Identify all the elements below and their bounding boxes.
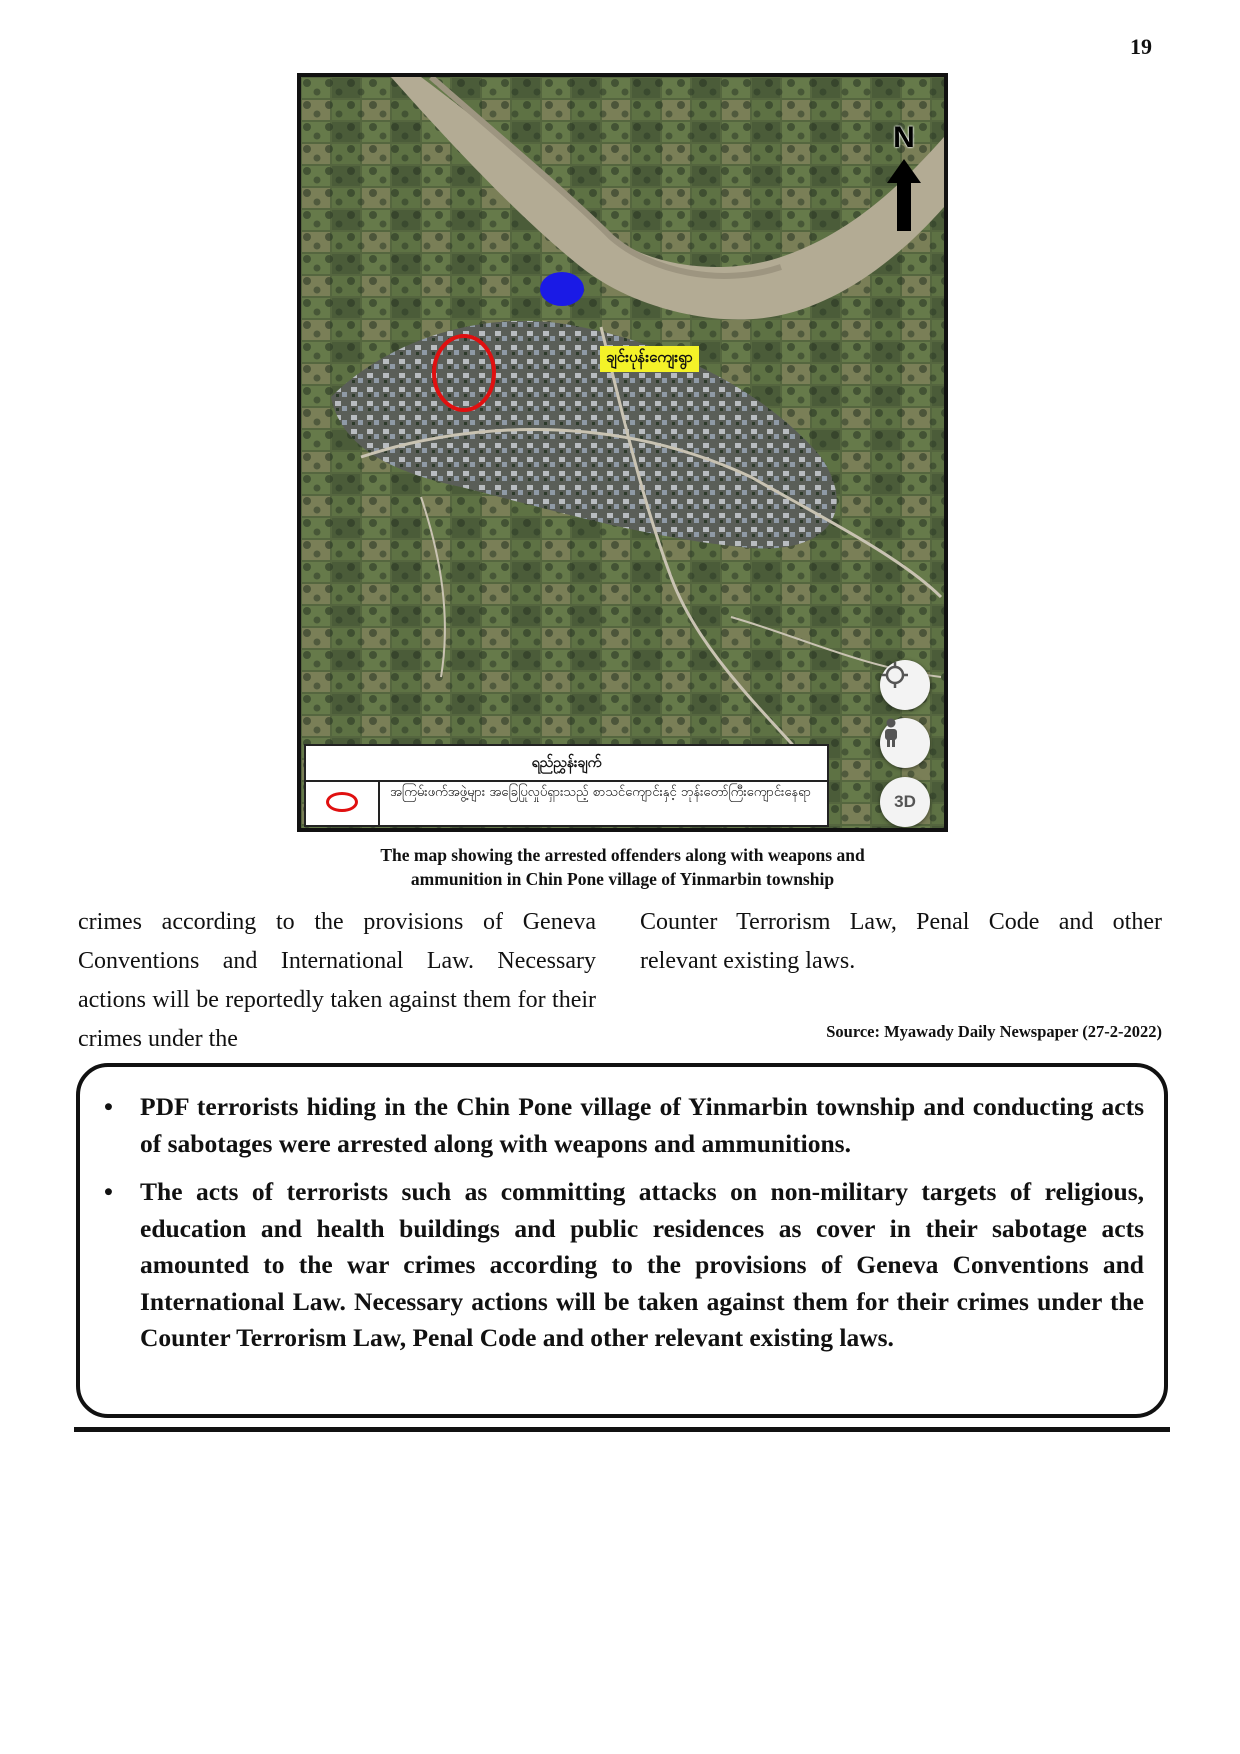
3d-view-button[interactable]: 3D (880, 777, 930, 827)
satellite-map[interactable] (297, 73, 948, 832)
bullet-icon: • (104, 1092, 113, 1121)
summary-box (76, 1063, 1168, 1418)
map-caption (300, 843, 945, 891)
village-label: ချင်းပုန်းကျေးရွာ (600, 346, 699, 372)
north-arrow-icon (884, 121, 924, 231)
bottom-rule (74, 1427, 1170, 1432)
page-number: 19 (1130, 34, 1152, 59)
pegman-icon (880, 718, 902, 748)
blue-location-marker (540, 272, 584, 306)
summary-list (80, 1089, 1144, 1369)
source-citation: Source: Myawady Daily Newspaper (27-2-2022) (826, 1022, 1162, 1041)
red-ellipse-icon (326, 792, 358, 812)
body-text-right: Counter Terrorism Law, Penal Code and other relevant existing laws. (640, 909, 1162, 974)
crosshair-icon (880, 660, 910, 690)
summary-bullet-text: The acts of terrorists such as committing attacks on non-military targets of religious, education and health buildings and public residences as cover in their sabotage acts amounted to the war crimes according to the provisions of Geneva Conventions and International Law. Necessary actions will be taken against them for their crimes under the Counter Terrorism Law, Penal Code and other relevant existing laws. (140, 1177, 1144, 1352)
summary-bullet-text: PDF terrorists hiding in the Chin Pone village of Yinmarbin township and conducting acts of sabotages were arrested along with weapons and ammunitions. (140, 1092, 1144, 1158)
street-view-button[interactable] (880, 718, 930, 768)
locate-button[interactable] (880, 660, 930, 710)
summary-bullet (80, 1089, 1144, 1162)
legend-entry-text: အကြမ်းဖက်အဖွဲ့များ အခြေပြုလှုပ်ရှားသည့် စာသင်ကျောင်းနှင့် ဘုန်းတော်ကြီးကျောင်းနေရာ (390, 785, 811, 800)
body-text-left: crimes according to the provisions of Geneva Conventions and International Law. Necessary actions will be reportedly taken against them for their crimes under the (78, 909, 596, 1052)
caption-line-1: The map showing the arrested offenders along with weapons and (380, 845, 865, 865)
summary-bullet (80, 1174, 1144, 1357)
north-label: N (893, 121, 915, 154)
caption-line-2: ammunition in Chin Pone village of Yinmarbin township (410, 869, 835, 889)
legend-entry (306, 780, 827, 825)
bullet-icon: • (104, 1177, 113, 1206)
legend-title: ရည်ညွှန်းချက် (306, 746, 827, 782)
map-legend (304, 744, 829, 827)
satellite-imagery (301, 77, 944, 828)
